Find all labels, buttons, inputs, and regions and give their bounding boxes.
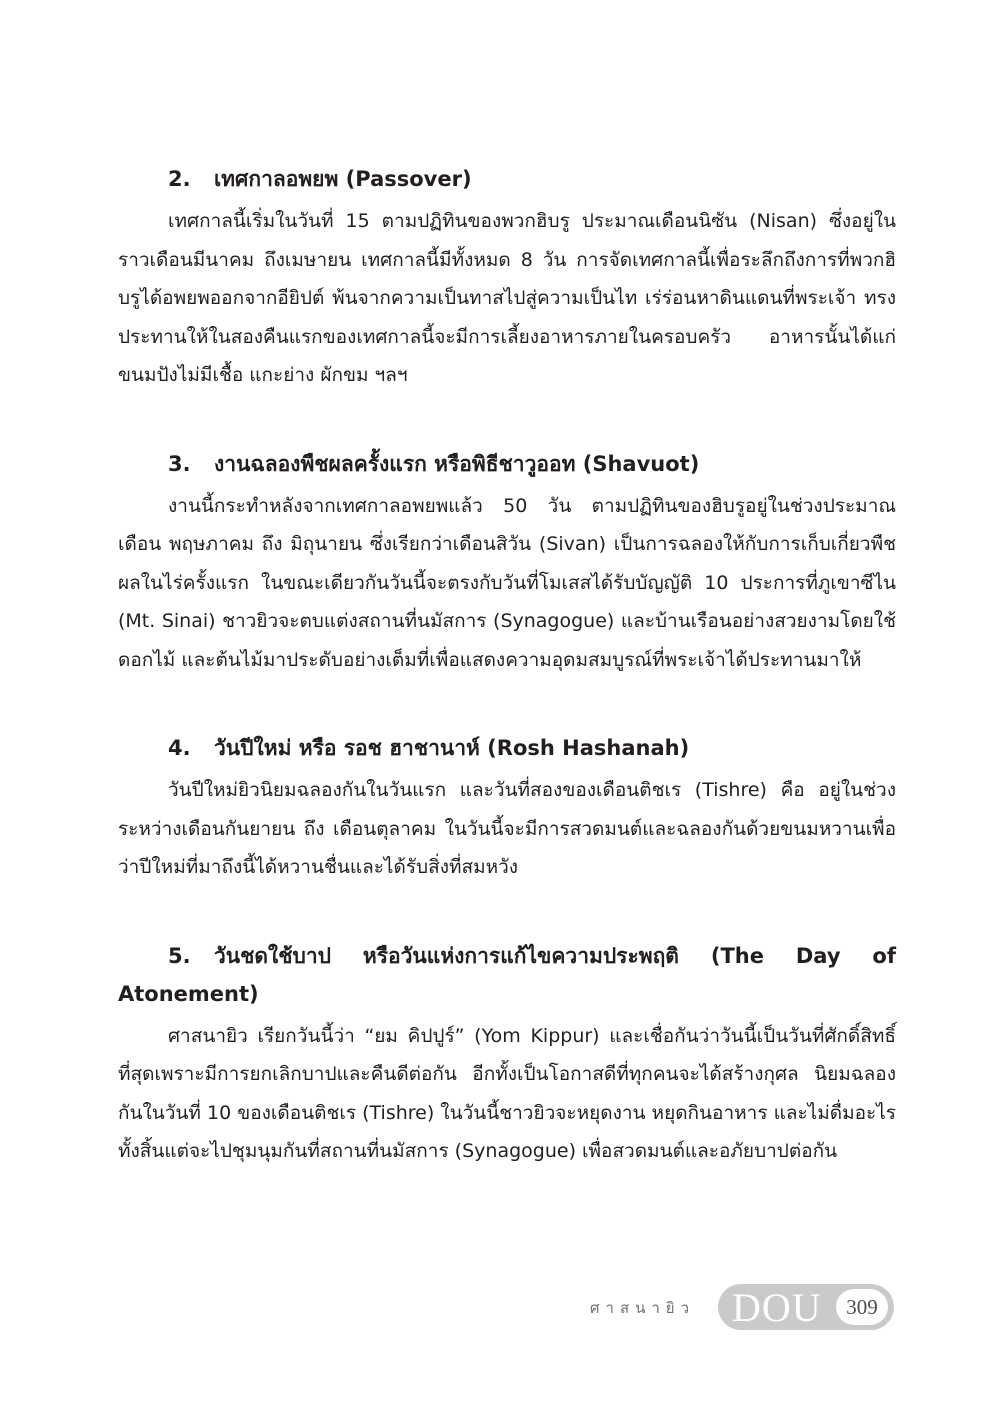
section-rosh-hashanah bbox=[118, 729, 896, 887]
section-number: 5. bbox=[168, 943, 191, 968]
section-title: งานฉลองพืชผลครั้งแรก หรือพิธีชาวูออท (Shavuot) bbox=[214, 451, 700, 476]
section-body: เทศกาลนี้เริ่มในวันที่ 15 ตามปฏิทินของพวกฮิบรู ประมาณเดือนนิซัน (Nisan) ซึ่งอยู่ในราวเดือนมีนาคม ถึงเมษายน เทศกาลนี้มีทั้งหมด 8 วัน การจัดเทศกาลนี้เพื่อระลึกถึงการที่พวกฮิบรูได้อพยพออกจากอียิปต์ พ้นจากความเป็นทาสไปสู่ความเป็นไท เร่ร่อนหาดินแดนที่พระเจ้า ทรงประทานให้ในสองคืนแรกของเทศกาลนี้จะมีการเลี้ยงอาหารภายในครอบครัว อาหารนั้นได้แก่ ขนมปังไม่มีเชื้อ แกะย่าง ผักขม ฯลฯ bbox=[118, 210, 896, 386]
section-body: วันปีใหม่ยิวนิยมฉลองกันในวันแรก และวันที่สองของเดือนติชเร (Tishre) คือ อยู่ในช่วงระหว่างเดือนกันยายน ถึง เดือนตุลาคม ในวันนี้จะมีการสวดมนต์และฉลองกันด้วยขนมหวานเพื่อว่าปีใหม่ที่มาถึงนี้ได้หวานชื่นและได้รับสิ่งที่สมหวัง bbox=[118, 779, 896, 878]
section-heading bbox=[118, 445, 896, 483]
section-body: ศาสนายิว เรียกวันนี้ว่า “ยม คิปปูร์” (Yom Kippur) และเชื่อกันว่าวันนี้เป็นวันที่ศักดิ์สิทธิ์ที่สุดเพราะมีการยกเลิกบาปและคืนดีต่อกัน อีกทั้งเป็นโอกาสดีที่ทุกคนจะได้สร้างกุศล นิยมฉลองกันในวันที่ 10 ของเดือนติชเร (Tishre) ในวันนี้ชาวยิวจะหยุดงาน หยุดกินอาหาร และไม่ดื่มอะไรทั้งสิ้นแต่จะไปชุมนุมกันที่สถานที่นมัสการ (Synagogue) เพื่อสวดมนต์และอภัยบาปต่อกัน bbox=[118, 1024, 896, 1162]
section-passover bbox=[118, 160, 896, 395]
dou-logo: DOU bbox=[732, 1285, 822, 1330]
section-shavuot bbox=[118, 445, 896, 680]
page-content bbox=[118, 160, 896, 1171]
section-number: 3. bbox=[168, 451, 191, 476]
section-body: งานนี้กระทำหลังจากเทศกาลอพยพแล้ว 50 วัน ตามปฏิทินของฮิบรูอยู่ในช่วงประมาณเดือน พฤษภาคม ถึง มิถุนายน ซึ่งเรียกว่าเดือนสิวัน (Sivan) เป็นการฉลองให้กับการเก็บเกี่ยวพืชผลในไร่ครั้งแรก ในขณะเดียวกันวันนี้จะตรงกับวันที่โมเสสได้รับบัญญัติ 10 ประการที่ภูเขาซีไน (Mt. Sinai) ชาวยิวจะตบแต่งสถานที่นมัสการ (Synagogue) และบ้านเรือนอย่างสวยงามโดยใช้ดอกไม้ และต้นไม้มาประดับอย่างเต็มที่เพื่อแสดงความอุดมสมบูรณ์ที่พระเจ้าได้ประทานมาให้ bbox=[118, 494, 896, 671]
section-heading bbox=[118, 937, 896, 1013]
section-heading bbox=[118, 729, 896, 767]
footer-subject: ศาสนายิว bbox=[590, 1299, 695, 1317]
page-number: 309 bbox=[836, 1289, 888, 1325]
section-number: 4. bbox=[168, 736, 191, 760]
section-yom-kippur bbox=[118, 937, 896, 1171]
section-title: วันชดใช้บาป หรือวันแห่งการแก้ไขความประพฤติ (The Day of Atonement) bbox=[118, 943, 896, 1006]
section-title: เทศกาลอพยพ (Passover) bbox=[214, 167, 472, 191]
page-footer bbox=[590, 1284, 900, 1332]
section-title: วันปีใหม่ หรือ รอช ฮาชานาห์ (Rosh Hashanah) bbox=[214, 736, 690, 760]
section-number: 2. bbox=[168, 167, 191, 191]
footer-badge bbox=[718, 1284, 894, 1330]
section-heading bbox=[118, 160, 896, 198]
